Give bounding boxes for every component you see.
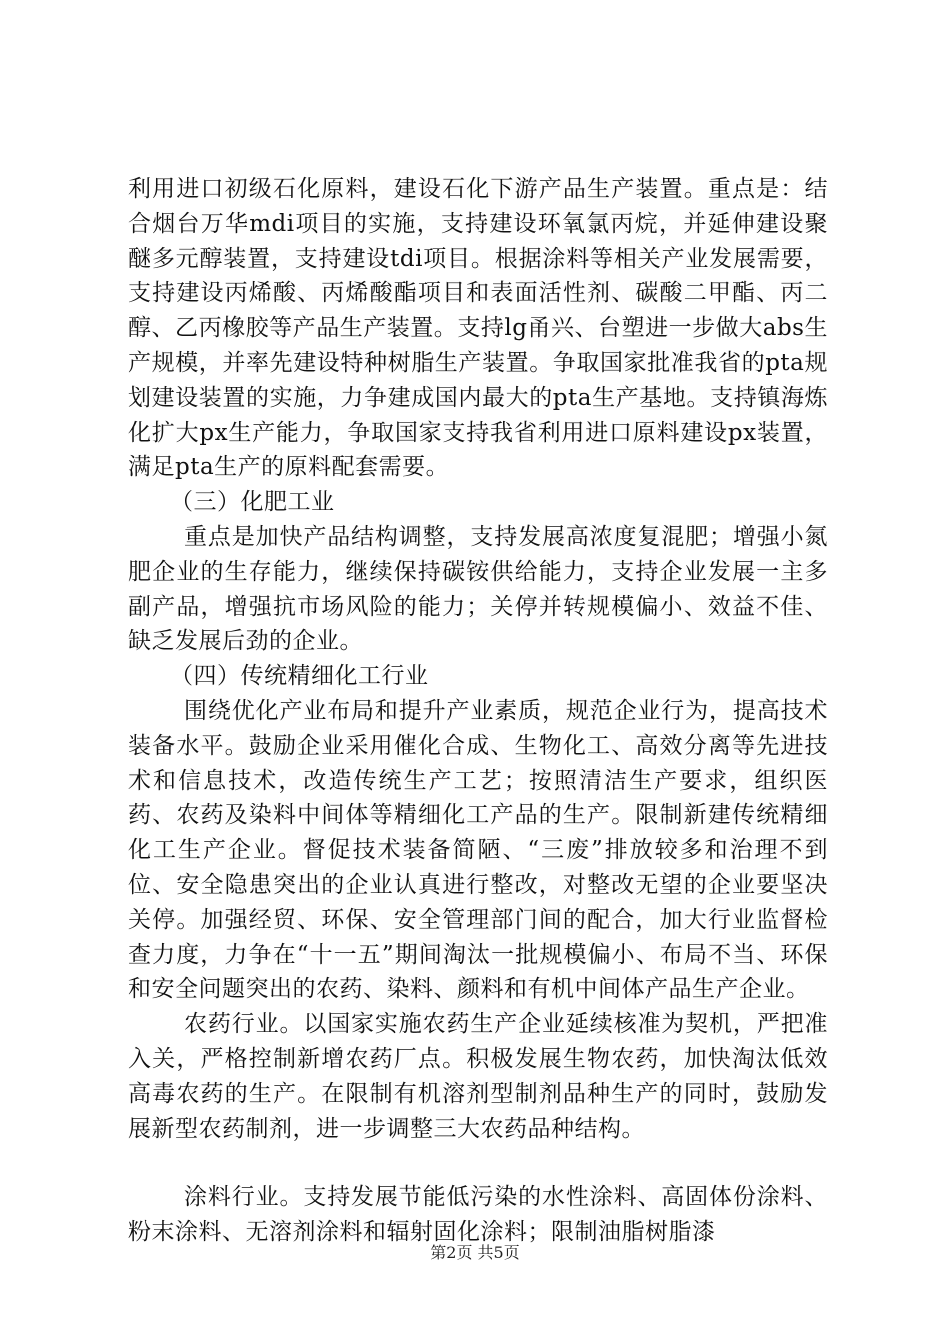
- paragraph-fertilizer: 重点是加快产品结构调整，支持发展高浓度复混肥；增强小氮肥企业的生存能力，继续保持碳铵供给能力，支持企业发展一主多副产品，增强抗市场风险的能力；关停并转规模偏小、效益不佳、缺乏发展后劲的企业。: [128, 523, 828, 655]
- paragraph-pesticides: 农药行业。以国家实施农药生产企业延续核准为契机，严把准入关，严格控制新增农药厂点。积极发展生物农药，加快淘汰低效高毒农药的生产。在限制有机溶剂型制剂品种生产的同时，鼓励发展新型农药制剂，进一步调整三大农药品种结构。: [128, 1011, 828, 1142]
- document-body: [128, 172, 828, 1250]
- paragraph-petrochemical-downstream: 利用进口初级石化原料，建设石化下游产品生产装置。重点是：结合烟台万华mdi项目的实施，支持建设环氧氯丙烷，并延伸建设聚醚多元醇装置，支持建设tdi项目。根据涂料等相关产业发展需要，支持建设丙烯酸、丙烯酸酯项目和表面活性剂、碳酸二甲酯、丙二醇、乙丙橡胶等产品生产装置。支持lg甬兴、台塑进一步做大abs生产规模，并率先建设特种树脂生产装置。争取国家批准我省的pta规划建设装置的实施，力争建成国内最大的pta生产基地。支持镇海炼化扩大px生产能力，争取国家支持我省利用进口原料建设px装置，满足pta生产的原料配套需要。: [128, 176, 828, 481]
- section-heading-fertilizer: （三）化肥工业: [170, 489, 335, 516]
- paragraph-spacer: [128, 1146, 828, 1180]
- section-heading-fine-chemicals: （四）传统精细化工行业: [170, 663, 429, 690]
- paragraph-coatings: 涂料行业。支持发展节能低污染的水性涂料、高固体份涂料、粉末涂料、无溶剂涂料和辐射固化涂料；限制油脂树脂漆: [128, 1184, 828, 1246]
- paragraph-fine-chemicals: 围绕优化产业布局和提升产业素质，规范企业行为，提高技术装备水平。鼓励企业采用催化合成、生物化工、高效分离等先进技术和信息技术，改造传统生产工艺；按照清洁生产要求，组织医药、农药及染料中间体等精细化工产品的生产。限制新建传统精细化工生产企业。督促技术装备简陋、“三废”排放较多和治理不到位、安全隐患突出的企业认真进行整改，对整改无望的企业要坚决关停。加强经贸、环保、安全管理部门间的配合，加大行业监督检查力度，力争在“十一五”期间淘汰一批规模偏小、布局不当、环保和安全问题突出的农药、染料、颜料和有机中间体产品生产企业。: [128, 697, 828, 1003]
- page-footer: 第2页 共5页: [430, 1243, 520, 1262]
